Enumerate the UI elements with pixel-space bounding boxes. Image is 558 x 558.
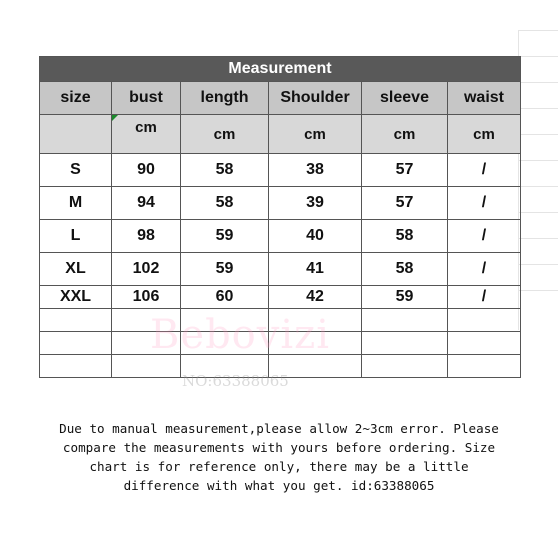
table-title: Measurement [40, 57, 521, 82]
column-header-shoulder: Shoulder [269, 82, 362, 115]
table-cell: 59 [181, 220, 269, 253]
empty-cell [448, 332, 521, 355]
column-header-bust: bust [112, 82, 181, 115]
table-cell: S [40, 154, 112, 187]
table-cell: 57 [362, 154, 448, 187]
table-cell: 40 [269, 220, 362, 253]
empty-cell [40, 355, 112, 378]
table-cell: 41 [269, 253, 362, 286]
column-header-waist: waist [448, 82, 521, 115]
title-row [40, 57, 521, 82]
cell-comment-marker [112, 115, 118, 121]
table-cell: / [448, 253, 521, 286]
column-header-length: length [181, 82, 269, 115]
unit-cell-size [40, 115, 112, 154]
table-cell: / [448, 154, 521, 187]
note-line: Due to manual measurement,please allow 2~3cm error. Please [59, 421, 499, 436]
table-row [40, 187, 521, 220]
table-cell: 106 [112, 286, 181, 309]
empty-cell [448, 309, 521, 332]
unit-cell-shoulder: cm [269, 115, 362, 154]
disclaimer-note [30, 419, 528, 495]
column-header-size: size [40, 82, 112, 115]
table-cell: XXL [40, 286, 112, 309]
column-header-sleeve: sleeve [362, 82, 448, 115]
table-cell: / [448, 286, 521, 309]
background-grid [518, 30, 558, 330]
unit-row [40, 115, 521, 154]
table-row [40, 154, 521, 187]
empty-cell [362, 355, 448, 378]
table-row [40, 253, 521, 286]
table-cell: XL [40, 253, 112, 286]
note-line: chart is for reference only, there may be a little [89, 459, 469, 474]
unit-cell-bust [112, 115, 181, 154]
table-cell: 59 [362, 286, 448, 309]
table-cell: 38 [269, 154, 362, 187]
note-line: difference with what you get. id:63388065 [123, 478, 435, 493]
table-cell: 98 [112, 220, 181, 253]
unit-cell-length: cm [181, 115, 269, 154]
table-cell: / [448, 220, 521, 253]
table-cell: L [40, 220, 112, 253]
table-row [40, 286, 521, 309]
table-cell: 58 [181, 154, 269, 187]
unit-cell-waist: cm [448, 115, 521, 154]
table-cell: 58 [362, 253, 448, 286]
table-cell: 57 [362, 187, 448, 220]
empty-cell [362, 332, 448, 355]
header-row [40, 82, 521, 115]
table-cell: 59 [181, 253, 269, 286]
empty-cell [40, 332, 112, 355]
brand-watermark: Bebovizi [150, 312, 331, 358]
unit-cell-sleeve: cm [362, 115, 448, 154]
note-line: compare the measurements with yours before ordering. Size [62, 440, 496, 455]
table-cell: 102 [112, 253, 181, 286]
empty-cell [40, 309, 112, 332]
table-cell: 94 [112, 187, 181, 220]
table-cell: 58 [362, 220, 448, 253]
table-cell: 60 [181, 286, 269, 309]
unit-label: cm [135, 119, 157, 136]
table-cell: 39 [269, 187, 362, 220]
product-number-watermark: NO:63388065 [182, 372, 289, 390]
empty-cell [448, 355, 521, 378]
table-cell: / [448, 187, 521, 220]
table-cell: 42 [269, 286, 362, 309]
table-cell: 90 [112, 154, 181, 187]
empty-cell [362, 309, 448, 332]
table-cell: M [40, 187, 112, 220]
table-row [40, 220, 521, 253]
table-cell: 58 [181, 187, 269, 220]
